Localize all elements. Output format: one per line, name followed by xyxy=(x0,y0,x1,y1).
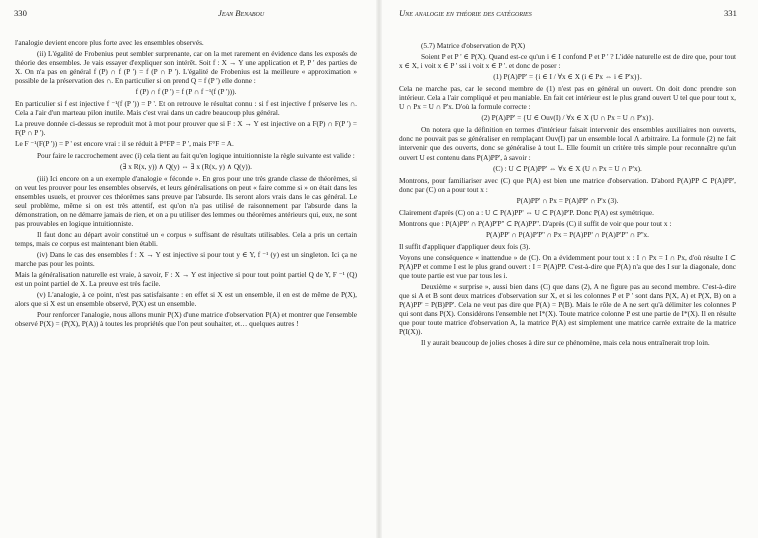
paragraph: Montrons que : P(A)PP' ∩ P(A)P'P'' ⊂ P(A)PP''. D'après (C) il suffit de voir que pour tout x : xyxy=(399,218,672,228)
paragraph: (ii) L'égalité de Frobenius peut sembler surprenante, car on la met rarement en évidence dans les exposés de théorie des ensembles. Je vais essayer d'expliquer son intérêt. Soit f : X → Y une application et P, P ' des parties de X. On n'a pas en général f (P) ∩ f (P ') = f (P ∩ P '). L'égalité de Frobenius est la meilleure « approximation » possible de la préservation des ∩. En particulier si on prend Q = f (P ') elle donne : xyxy=(15,49,357,86)
paragraph: Cela ne marche pas, car le second membre de (1) n'est pas en général un ouvert. On doit donc prendre son intérieur. Cela a l'air compliqué et peu maniable. En fait cet intérieur est le plus grand ouvert U tel que pour tout x, U ∩ Px = U ∩ P'x. D'où la formule correcte : xyxy=(399,84,736,112)
paragraph: La preuve donnée ci-dessus se reproduit mot à mot pour prouver que si F : X → Y est injective on a F(P) ∩ F(P ') = F(P ∩ P '). xyxy=(15,119,357,138)
paragraph: Mais la généralisation naturelle est vraie, à savoir, F : X → Y est injective si pour tout point partiel Q de Y, F ⁻¹ (Q) est un point partiel de X. La preuve est très facile. xyxy=(15,270,357,289)
paragraph: l'analogie devient encore plus forte avec les ensembles observés. xyxy=(15,38,204,47)
paragraph: (iii) Ici encore on a un exemple d'analogie « féconde ». En gros pour une très grande classe de théorèmes, si on veut les prouver pour les ensembles observés, et leurs généralisations on peut « faire comme si » on était dans les ensembles usuels, et prouver ces théorèmes sans preuve par l'absurde. Ils seront alors vrais dans le cas général. Le seul problème, même si on est très attentif, est qu'on n'a pas utilisé de raisonnement par l'absurde dans la démonstration, on ne démarre jamais de rien, et on a pu utiliser des lemmes ou théorèmes antérieurs qui, eux, ne sont pas prouvables en logique intuitionniste. xyxy=(15,173,357,228)
paragraph: Il faut donc au départ avoir constitué un « corpus » suffisant de résultats utilisables. Cela a pris un certain temps, mais ce corpus est maintenant bien établi. xyxy=(15,229,357,248)
running-head-left: Jean Benabou xyxy=(218,8,265,18)
paragraph: (iv) Dans le cas des ensembles f : X → Y est injective si pour tout y ∈ Y, f ⁻¹ (y) est un singleton. Ici ça ne marche pas pour les points. xyxy=(15,249,357,269)
formula: (2) P(A)PP' = {U ∈ Ouv(I) / ∀x ∈ X (U ∩ Px = U ∩ P'x)}. xyxy=(481,113,654,123)
paragraph: Il suffit d'appliquer d'appliquer deux fois (3). xyxy=(399,241,531,251)
left-body xyxy=(15,38,357,330)
right-page xyxy=(379,0,758,538)
formula: (1) P(A)PP' = {i ∈ I / ∀x ∈ X (i ∈ Px ⇔ i ∈ P'x)}. xyxy=(493,72,642,82)
formula: f (P) ∩ f (P ') = f (P ∩ f ⁻¹(f (P '))). xyxy=(135,87,237,97)
paragraph: Soient P et P ' ∈ P(X). Quand est-ce qu'un i ∈ I confond P et P ' ? L'idée naturelle est de dire que, pour tout x ∈ X, i voit x ∈ P ' ssi i voit x ∈ P '. et donc de poser : xyxy=(399,52,736,71)
paragraph: Pour faire le raccrochement avec (i) cela tient au fait qu'en logique intuitionniste la règle suivante est valide : xyxy=(37,150,355,160)
formula: P(A)PP' ∩ Px = P(A)PP' ∩ P'x (3). xyxy=(516,195,619,205)
paragraph: Montrons, pour familiariser avec (C) que P(A) est bien une matrice d'observation. D'abord P(A)PP ⊂ P(A)PP', donc par (C) on a pour tout x : xyxy=(399,175,736,194)
paragraph: (v) L'analogie, à ce point, n'est pas satisfaisante : en effet si X est un ensemble, il en est de même de P(X), alors que si X est un ensemble observé, P(X) est un ensemble. xyxy=(15,290,357,309)
formula: P(A)PP' ∩ P(A)P'P'' ∩ Px = P(A)PP' ∩ P(A)P'P'' ∩ P''x. xyxy=(485,229,650,239)
page-number-right: 331 xyxy=(724,8,737,18)
paragraph: En particulier si f est injective f ⁻¹(f (P ')) = P '. Et on retrouve le résultat connu : si f est injective f préserve les ∩. Cela a l'air d'un marteau pilon inutile. Mais c'est vrai dans un cadre beaucoup plus général. xyxy=(15,99,357,118)
formula: (C) : U ⊂ P(A)PP' ⇔ ∀x ∈ X (U ∩ Px = U ∩ P'x). xyxy=(493,163,642,173)
paragraph: On notera que la définition en termes d'intérieur faisait intervenir des ensembles auxiliaires non ouverts, donc ne pouvait pas se généraliser en remplaçant Ouv(I) par un ensemble local Λ arbitraire. La formule (2) ne fait intervenir que des ouverts, donc se généralise à tout L. Elle fournit un critère très simple pour reconnaître qu'un ouvert U est contenu dans P(A)PP', à savoir : xyxy=(399,125,736,162)
paragraph: Clairement d'après (C) on a : U ⊂ P(A)PP' ⇔ U ⊂ P(A)P'P. Donc P(A) est symétrique. xyxy=(399,207,654,217)
paragraph: Voyons une conséquence « inattendue » de (C). On a évidemment pour tout x : I ∩ Px = I ∩ Px, d'où résulte I ⊂ P(A)PP et comme I est le plus grand ouvert : I = P(A)PP. C'est-à-dire que P(A) n'a que des I sur la diagonale, donc que toute partie est vue par tous les i. xyxy=(399,252,736,281)
formula: (∃ x R(x, y)) ∧ Q(y) ⇔ ∃ x (R(x, y) ∧ Q(y)). xyxy=(120,161,252,171)
paragraph: Deuxième « surprise », aussi bien dans (C) que dans (2), A ne figure pas au second membre. C'est-à-dire que si A et B sont deux matrices d'observation sur X, et si les colonnes P et P ' sont dans P(X, A) et P(X, B) on a P(A)PP' = P(B)PP'. Cela ne veut pas dire que P(A) = P(B). Mais le rôle de A ne sert qu'à délimiter les colonnes P qui sont dans P(X). Considérons l'ensemble net I*(X). Toute matrice colonne P est une partie de I*(X). Il en résulte que pour toute matrice d'observation A, la matrice P(A) est simplement une matrice carrée extraite de la matrice P(I(X)). xyxy=(399,282,736,337)
page-number-left: 330 xyxy=(14,8,27,18)
running-head-right: Une analogie en théorie des catégories xyxy=(399,8,532,18)
section-heading: (5.7) Matrice d'observation de P(X) xyxy=(421,41,526,50)
paragraph: Le F ⁻¹(F(P ')) = P ' est encore vrai : il se réduit à P°FP = P ', mais F°F = A. xyxy=(15,139,234,149)
paragraph: Pour renforcer l'analogie, nous allons munir P(X) d'une matrice d'observation P(A) et montrer que l'ensemble observé P(X) = (P(X), P(A)) à toutes les propriétés que l'on peut souhaiter, et… quelques autres ! xyxy=(15,310,357,329)
paragraph: Il y aurait beaucoup de jolies choses à dire sur ce phénomène, mais cela nous entraînerait trop loin. xyxy=(421,338,710,348)
right-body xyxy=(399,41,736,349)
